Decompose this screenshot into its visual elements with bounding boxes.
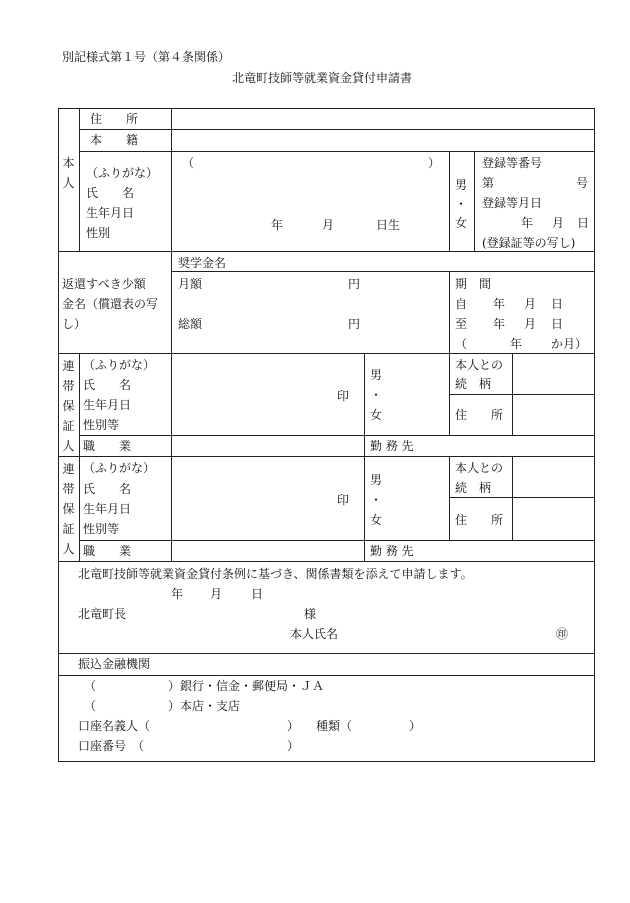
registration-number-field[interactable] <box>500 175 570 191</box>
account-holder-close: ） <box>287 719 300 733</box>
divider <box>58 251 594 252</box>
guarantor-1-relation-field[interactable] <box>516 358 590 390</box>
seal-mark-icon: ㊞ <box>556 627 569 641</box>
divider <box>364 353 365 561</box>
account-number-field[interactable] <box>160 737 284 753</box>
account-holder-field[interactable] <box>160 717 284 733</box>
branch-types: ）本店・支店 <box>168 699 241 713</box>
guarantor-2-name-field[interactable] <box>178 461 328 531</box>
applicant-signature-label: 本人氏名 <box>290 627 339 641</box>
divider <box>58 353 594 354</box>
form-title: 北竜町技師等就業資金貸付申請書 <box>232 71 413 85</box>
guarantor-1-occupation-label: 職 業 <box>83 439 132 453</box>
period-to-label: 至 <box>455 317 468 331</box>
guarantor-1-birth-label: 生年月日 <box>83 398 132 412</box>
account-kind-label: 種類（ <box>316 719 353 733</box>
applicant-side-label: 本人 <box>62 156 75 190</box>
guarantor-2-address-label: 住 所 <box>455 513 504 527</box>
guarantor-1-name-field[interactable] <box>178 358 328 428</box>
scholarship-left-label-3: し） <box>62 317 87 331</box>
registration-number-suffix: 号 <box>576 176 589 190</box>
divider <box>171 353 172 561</box>
mayor-addressee: 北竜町長 <box>78 607 127 621</box>
sex-label: 性別 <box>86 226 111 240</box>
divider <box>512 456 513 540</box>
mayor-honorific: 様 <box>304 607 317 621</box>
account-number-label: 口座番号 （ <box>78 739 145 753</box>
name-label: 氏 名 <box>86 186 135 200</box>
birth-day-unit: 日生 <box>376 218 401 232</box>
branch-name-field[interactable] <box>100 697 166 713</box>
scholarship-left-label-2: 金名（償還表の写 <box>62 297 159 311</box>
registration-month-unit: 月 <box>552 216 565 230</box>
birth-date-label: 生年月日 <box>86 206 135 220</box>
domicile-field[interactable] <box>176 131 588 149</box>
applicant-signature-field[interactable] <box>352 625 548 641</box>
furigana-paren-close: ） <box>428 156 441 170</box>
guarantor-2-relation-label-1: 本人との <box>455 461 504 475</box>
domicile-label: 本 籍 <box>90 133 139 147</box>
divider <box>171 271 594 272</box>
divider <box>79 353 80 561</box>
divider <box>58 675 594 676</box>
monthly-yen-unit: 円 <box>348 277 361 291</box>
declaration-text: 北竜町技師等就業資金貸付条例に基づき、関係書類を添えて申請します。 <box>78 567 473 581</box>
bank-types: ）銀行・信金・郵便局・ＪＡ <box>168 679 325 693</box>
guarantor-1-side-label: 連帯保証人 <box>62 359 75 453</box>
branch-name-paren: （ <box>84 699 97 713</box>
registration-year-unit: 年 <box>521 216 534 230</box>
account-holder-label: 口座名義人（ <box>78 719 151 733</box>
guarantor-2-address-field[interactable] <box>516 501 590 537</box>
registration-number-label: 登録等番号 <box>482 156 543 170</box>
declaration-day-unit: 日 <box>251 587 264 601</box>
guarantor-2-relation-label-2: 続 柄 <box>455 481 492 495</box>
period-months-label: か月） <box>551 337 588 351</box>
guarantor-1-name-label: 氏 名 <box>83 378 132 392</box>
registration-day-unit: 日 <box>577 216 590 230</box>
guarantor-1-workplace-field[interactable] <box>440 438 588 454</box>
guarantor-1-sex-dot: ・ <box>370 388 383 402</box>
divider <box>58 456 594 457</box>
period-label: 期 間 <box>455 277 492 291</box>
period-to-month: 月 <box>524 317 537 331</box>
monthly-amount-field[interactable] <box>212 276 342 292</box>
scholarship-name-field[interactable] <box>236 254 586 270</box>
address-label: 住 所 <box>90 112 139 126</box>
guarantor-1-address-field[interactable] <box>516 398 590 432</box>
guarantor-1-seal: 印 <box>337 389 350 403</box>
divider <box>79 129 594 130</box>
divider <box>449 271 450 354</box>
account-kind-close: ） <box>409 719 422 733</box>
period-from-day: 日 <box>551 297 564 311</box>
guarantor-1-occupation-field[interactable] <box>176 438 358 454</box>
furigana-label: （ふりがな） <box>86 166 159 180</box>
period-to-day: 日 <box>551 317 564 331</box>
divider <box>449 497 594 498</box>
birth-year-unit: 年 <box>271 218 284 232</box>
name-field[interactable] <box>180 180 442 202</box>
registration-number-prefix: 第 <box>482 176 495 190</box>
guarantor-2-relation-field[interactable] <box>516 461 590 493</box>
scholarship-left-label-1: 返還すべき少額 <box>62 277 146 291</box>
furigana-field[interactable] <box>200 155 420 171</box>
guarantor-2-side-label: 連帯保証人 <box>62 462 75 556</box>
furigana-paren-open: （ <box>182 156 195 170</box>
total-yen-unit: 円 <box>348 317 361 331</box>
guarantor-2-sex-female[interactable]: 女 <box>370 513 383 527</box>
guarantor-1-sex-label: 性別等 <box>83 418 120 432</box>
divider <box>79 151 594 152</box>
guarantor-1-address-label: 住 所 <box>455 408 504 422</box>
period-from-label: 自 <box>455 297 468 311</box>
bank-section-label: 振込金融機関 <box>78 657 151 671</box>
guarantor-2-occupation-field[interactable] <box>176 543 358 559</box>
guarantor-2-workplace-field[interactable] <box>440 543 588 559</box>
total-amount-label: 総額 <box>178 317 203 331</box>
account-kind-field[interactable] <box>358 717 404 733</box>
period-from-year: 年 <box>493 297 506 311</box>
registration-copy-note: (登録証等の写し) <box>482 236 576 250</box>
declaration-month-unit: 月 <box>210 587 223 601</box>
bank-name-paren: （ <box>84 679 97 693</box>
scholarship-name-label: 奨学金名 <box>178 256 227 270</box>
guarantor-1-workplace-label: 勤 務 先 <box>370 439 414 453</box>
address-field[interactable] <box>176 110 588 128</box>
guarantor-2-seal: 印 <box>337 493 350 507</box>
guarantor-2-sex-male[interactable]: 男 <box>370 473 383 487</box>
divider <box>449 394 594 395</box>
guarantor-1-sex-male[interactable]: 男 <box>370 368 383 382</box>
divider <box>58 561 594 562</box>
account-number-close: ） <box>287 739 300 753</box>
monthly-amount-label: 月額 <box>178 277 203 291</box>
bank-name-field[interactable] <box>100 677 166 693</box>
divider <box>449 456 450 540</box>
period-months-paren: （ <box>455 337 468 351</box>
guarantor-1-sex-female[interactable]: 女 <box>370 408 383 422</box>
divider <box>474 151 475 252</box>
guarantor-2-sex-dot: ・ <box>370 493 383 507</box>
guarantor-1-furigana-label: （ふりがな） <box>83 358 156 372</box>
sex-female-option[interactable]: 女 <box>455 216 468 230</box>
period-from-month: 月 <box>524 297 537 311</box>
registration-date-label: 登録等月日 <box>482 196 543 210</box>
divider <box>79 435 594 436</box>
declaration-year-unit: 年 <box>171 587 184 601</box>
sex-separator: ・ <box>455 197 468 211</box>
sex-male-option[interactable]: 男 <box>455 178 468 192</box>
period-to-year: 年 <box>493 317 506 331</box>
guarantor-2-furigana-label: （ふりがな） <box>83 461 156 475</box>
period-months-year: 年 <box>510 337 523 351</box>
guarantor-1-relation-label-2: 続 柄 <box>455 377 492 391</box>
guarantor-2-occupation-label: 職 業 <box>83 544 132 558</box>
birth-month-unit: 月 <box>322 218 335 232</box>
divider <box>58 653 594 654</box>
divider <box>171 251 172 354</box>
guarantor-2-birth-label: 生年月日 <box>83 502 132 516</box>
divider <box>79 540 594 541</box>
total-amount-field[interactable] <box>212 316 342 332</box>
guarantor-2-workplace-label: 勤 務 先 <box>370 544 414 558</box>
guarantor-2-sex-label: 性別等 <box>83 522 120 536</box>
form-number: 別記様式第１号（第４条関係） <box>62 50 231 64</box>
divider <box>449 151 450 252</box>
guarantor-1-relation-label-1: 本人との <box>455 358 504 372</box>
guarantor-2-name-label: 氏 名 <box>83 482 132 496</box>
